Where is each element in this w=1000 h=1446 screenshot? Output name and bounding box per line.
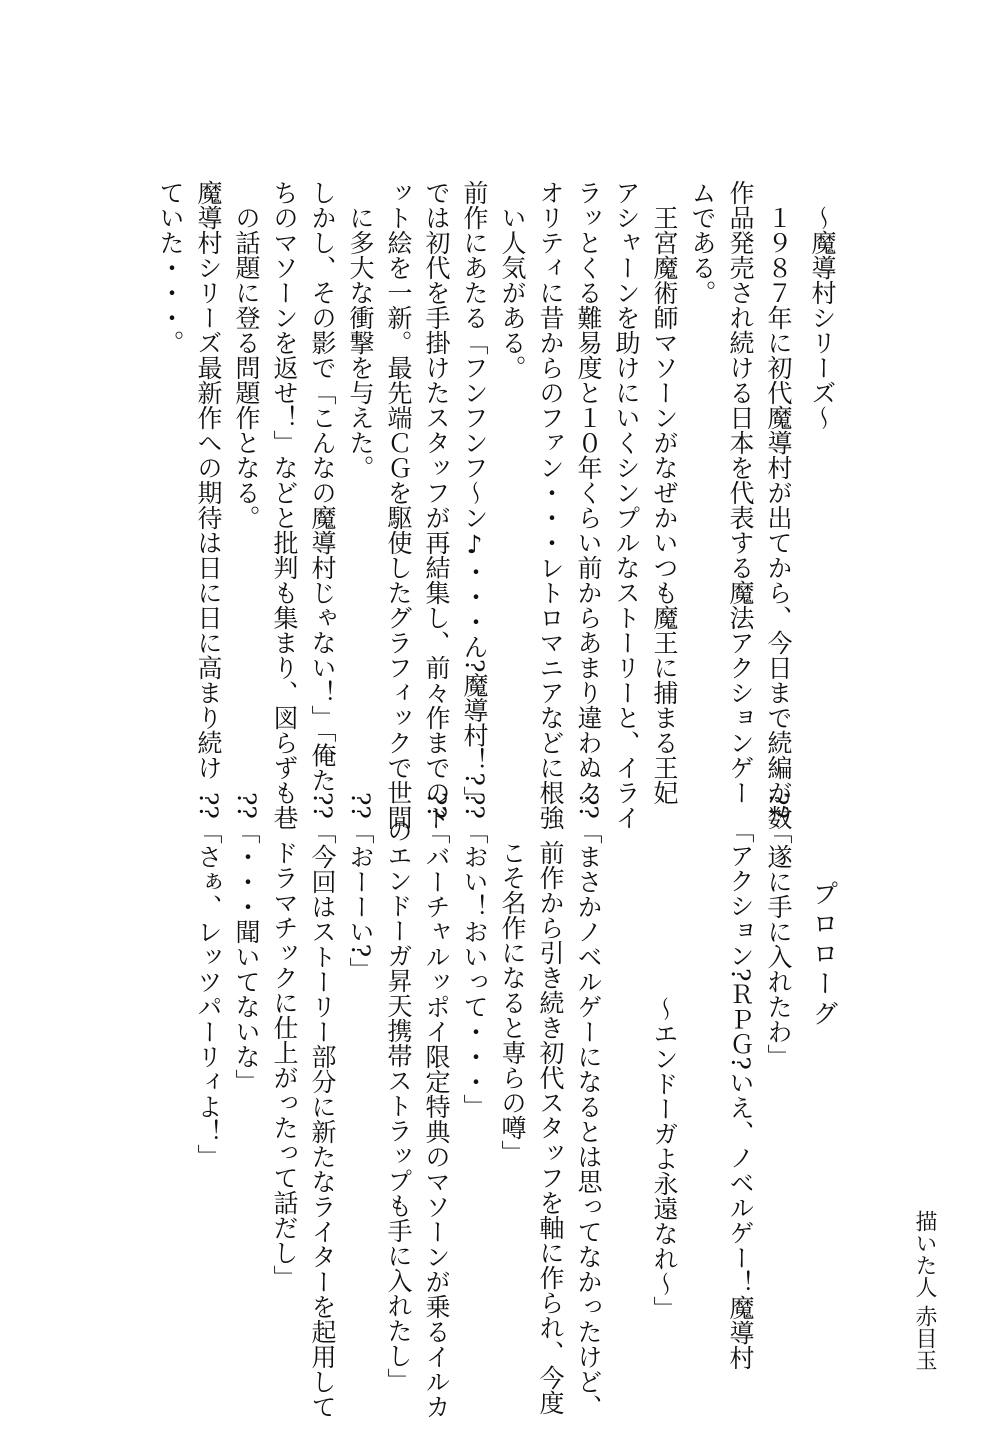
- article-line: い人気がある。: [498, 205, 527, 380]
- article-line: しかし、その影で「こんなの魔導村じゃない！」「俺た: [308, 180, 337, 793]
- article-line: では初代を手掛けたスタッフが再結集し、前々作までのド: [422, 180, 451, 830]
- article-line: 作品発売され続ける日本を代表する魔法アクションゲー: [726, 180, 755, 805]
- article-line: ていた・・・。: [156, 180, 185, 355]
- article-line: ラッとくる難易度と１０年くらい前からあまり違わぬク: [574, 180, 603, 805]
- article-line: 王宮魔術師マソーンがなぜかいつも魔王に捕まる王妃: [650, 205, 679, 805]
- article-line: １９８７年に初代魔導村が出てから、今日まで続編が数: [764, 205, 793, 830]
- prologue-line: 〜エンドーガよ永遠なれ〜」: [650, 996, 679, 1321]
- prologue-line: ??「今回はストーリー部分に新たなライターを起用して: [308, 792, 337, 1419]
- article-line: 前作にあたる「フンフンフ〜ン♪・・・ん?魔導村！?」: [460, 180, 489, 811]
- article-line: ット絵を一新。最先端ＣＧを駆使したグラフィックで世間: [384, 180, 413, 830]
- prologue-line: ??「・・・聞いてないな」: [232, 792, 261, 1094]
- prologue-line: のエンドーガ昇天携帯ストラップも手に入れたし」: [384, 818, 413, 1393]
- author-credit: 描いた人 赤目玉: [912, 1210, 937, 1371]
- article-line: 魔導村シリーズ最新作への期待は日に日に高まり続け: [194, 180, 223, 780]
- prologue-title: プロローグ: [808, 880, 838, 1030]
- prologue-line: 「アクション?ＲＰＧ?いえ、ノベルゲー！魔導村: [726, 818, 755, 1370]
- article-title: 〜魔導村シリーズ〜: [808, 205, 837, 430]
- prologue-line: こそ名作になると専らの噂」: [498, 840, 527, 1165]
- prologue-line: ??「おい！おいって・・・」: [460, 792, 489, 1119]
- prologue-line: ??「おーーい?」: [346, 792, 375, 983]
- article-line: オリティに昔からのファン・・・レトロマニアなどに根強: [536, 180, 565, 830]
- prologue-line: ドラマチックに仕上がったって話だし」: [270, 840, 299, 1290]
- prologue-line: ??「バーチャルッポイ限定特典のマソーンが乗るイルカ: [422, 792, 451, 1419]
- article-line: の話題に登る問題作となる。: [232, 205, 261, 530]
- prologue-line: ??「遂に手に入れたわ」: [764, 792, 793, 1069]
- article-line: ちのマソーンを返せ！」などと批判も集まり、図らずも巷: [270, 180, 299, 830]
- article-line: ムである。: [688, 180, 717, 305]
- article-line: アシャーンを助けにいくシンプルなストーリーと、イライ: [612, 180, 641, 830]
- prologue-line: ??「まさかノベルゲーになるとは思ってなかったけど、: [574, 792, 603, 1419]
- article-line: に多大な衝撃を与えた。: [346, 205, 375, 480]
- prologue-line: 前作から引き続き初代スタッフを軸に作られ、今度: [536, 840, 565, 1415]
- prologue-line: ??「さぁ、レッツパーリィよ！」: [194, 792, 223, 1169]
